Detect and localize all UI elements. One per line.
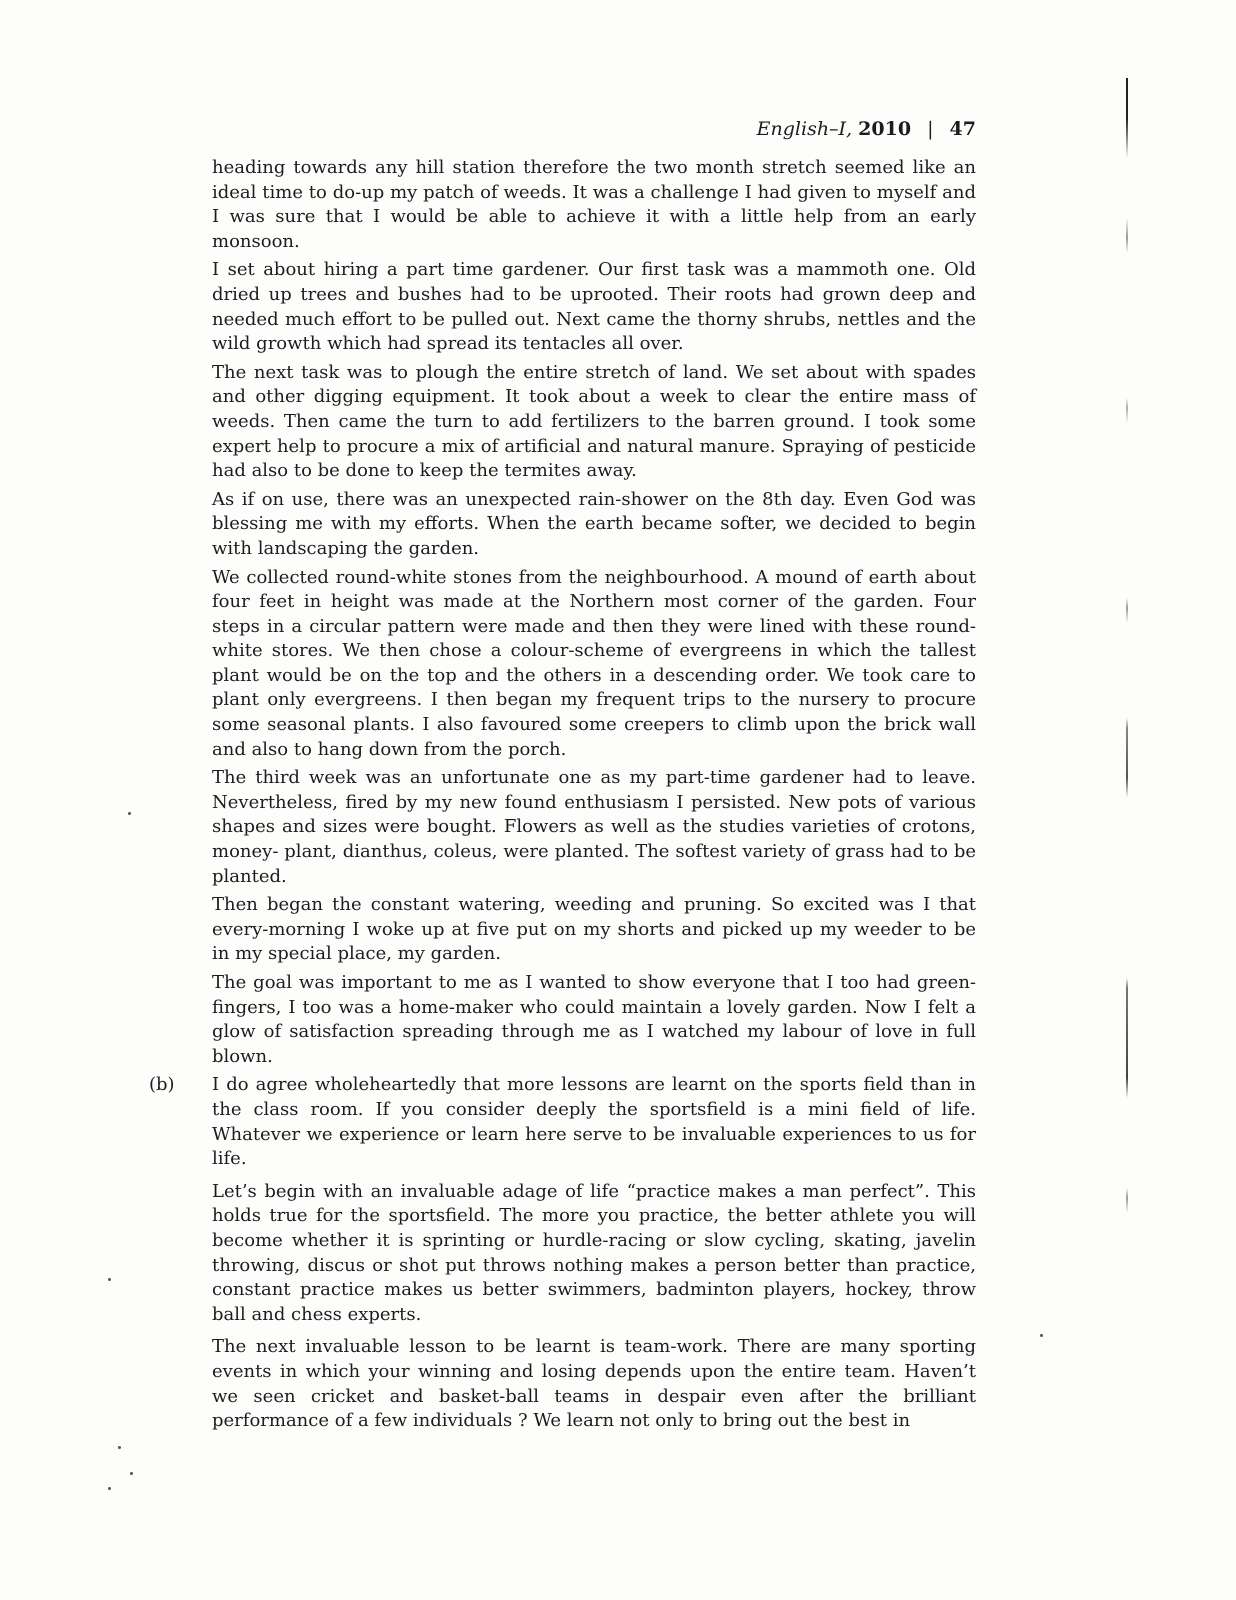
scan-speck <box>1040 1334 1043 1337</box>
running-header <box>210 116 976 142</box>
paragraph: heading towards any hill station therefore the two month stretch seemed like an ideal time to do-up my patch of weeds. It was a challenge I had given to myself and I was sure that I would be able to achieve it with a little help from an early monsoon. <box>212 157 976 252</box>
scan-speck <box>108 1278 111 1281</box>
header-separator: | <box>927 118 934 140</box>
paragraph: The next invaluable lesson to be learnt is team-work. There are many sporting events in which your winning and losing depends upon the entire team. Haven’t we seen cricket and basket-ball teams in despair even after the brilliant performance of a few individuals ? We learn not only to bring out the best in <box>212 1336 976 1432</box>
paragraph: The third week was an unfortunate one as my part-time gardener had to leave. Nevertheless, fired by my new found enthusiasm I persisted. New pots of various shapes and sizes were bought. Flowers as well as the studies varieties of crotons, money- plant, dianthus, coleus, were planted. The softest variety of grass had to be planted. <box>212 767 976 887</box>
body-text <box>149 156 976 1438</box>
paragraph: Let’s begin with an invaluable adage of life “practice makes a man perfect”. This holds true for the sportsfield. The more you practice, the better athlete you will become whether it is sprinting or hurdle-racing or slow cycling, skating, javelin throwing, discus or shot put throws nothing makes a person better than practice, constant practice makes us better swimmers, badminton players, hockey, throw ball and chess experts. <box>212 1180 976 1325</box>
paragraph: The goal was important to me as I wanted to show everyone that I too had green-fingers, I too was a home-maker who could maintain a lovely garden. Now I felt a glow of satisfaction spreading through me as I watched my labour of love in full blown. <box>212 972 976 1067</box>
page-number: 47 <box>949 118 976 140</box>
paragraph: As if on use, there was an unexpected rain-shower on the 8th day. Even God was blessing me with my efforts. When the earth became softer, we decided to begin with landscaping the garden. <box>212 488 976 559</box>
part-label: (b) <box>149 1074 175 1096</box>
binding-edge-line <box>1126 78 1128 1398</box>
scan-speck <box>118 1446 121 1449</box>
scan-speck <box>108 1487 111 1490</box>
book-title: English–I, <box>756 118 853 140</box>
paragraph: I set about hiring a part time gardener. Our first task was a mammoth one. Old dried up trees and bushes had to be uprooted. Their roots had grown deep and needed much effort to be pulled out. Next came the thorny shrubs, nettles and the wild growth which had spread its tentacles all over. <box>212 259 976 355</box>
scan-speck <box>128 812 131 815</box>
paragraph: The next task was to plough the entire stretch of land. We set about with spades and other digging equipment. It took about a week to clear the entire mass of weeds. Then came the turn to add fertilizers to the barren ground. I took some expert help to procure a mix of artificial and natural manure. Spraying of pesticide had also to be done to keep the termites away. <box>212 361 976 482</box>
paragraph: Then began the constant watering, weeding and pruning. So excited was I that every-morning I woke up at five put on my shorts and picked up my weeder to be in my special place, my garden. <box>212 894 976 965</box>
paragraph: I do agree wholeheartedly that more lessons are learnt on the sports field than in the class room. If you consider deeply the sportsfield is a mini field of life. Whatever we experience or learn here serve to be invaluable experiences to us for life. <box>212 1074 976 1170</box>
scan-speck <box>130 1472 133 1475</box>
part-b <box>149 1073 976 1433</box>
book-year: 2010 <box>858 118 912 140</box>
paragraph: We collected round-white stones from the neighbourhood. A mound of earth about four feet in height was made at the Northern most corner of the garden. Four steps in a circular pattern were made and then they were lined with these round-white stores. We then chose a colour-scheme of evergreens in which the tallest plant would be on the top and the others in a descending order. We took care to plant only evergreens. I then began my frequent trips to the nursery to procure some seasonal plants. I also favoured some creepers to climb upon the brick wall and also to hang down from the porch. <box>212 566 976 760</box>
